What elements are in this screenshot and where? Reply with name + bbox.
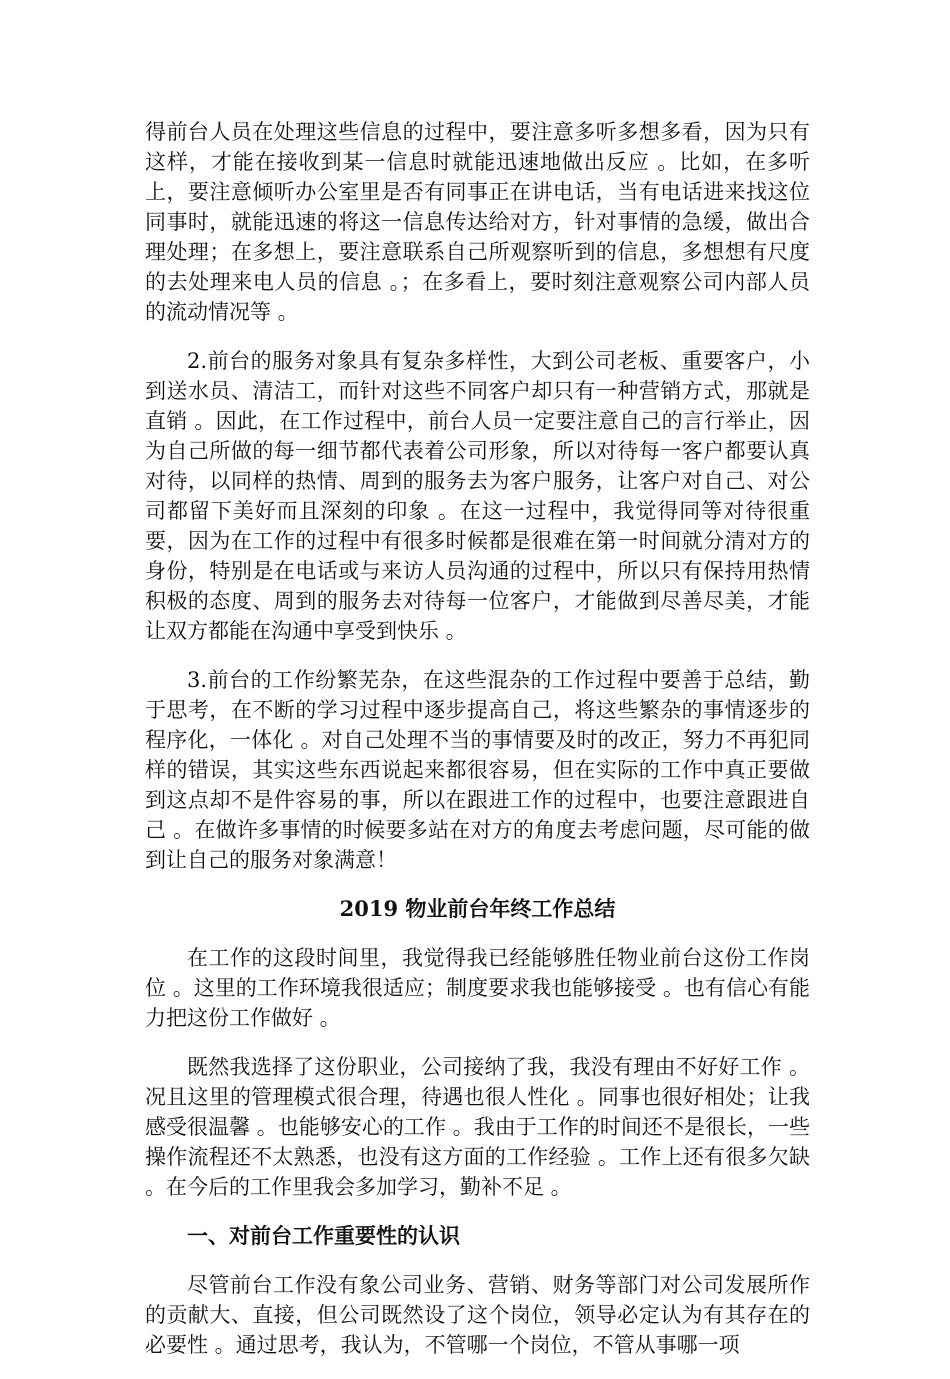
document-page	[145, 117, 810, 1379]
paragraph-choice: 既然我选择了这份职业，公司接纳了我，我没有理由不好好工作 。况且这里的管理模式很合理，待遇也很人性化 。同事也很好相处；让我感受很温馨 。也能够安心的工作 。我由于工作的时间还不是很长，一些操作流程还不太熟悉，也没有这方面的工作经验 。工作上还有很多欠缺 。在今后的工作里我会多加学习，勤补不足 。	[145, 1055, 810, 1199]
section-heading: 一、对前台工作重要性的认识	[187, 1223, 460, 1248]
paragraph-point-3: 3.前台的工作纷繁芜杂，在这些混杂的工作过程中要善于总结，勤于思考，在不断的学习过程中逐步提高自己，将这些繁杂的事情逐步的程序化，一体化 。对自己处理不当的事情要及时的改正，努力不再犯同样的错误，其实这些东西说起来都很容易，但在实际的工作中真正要做到这点却不是件容易的事，所以在跟进工作的过程中，也要注意跟进自己 。在做许多事情的时候要多站在对方的角度去考虑问题，尽可能的做到让自己的服务对象满意！	[145, 668, 810, 872]
document-title: 2019 物业前台年终工作总结	[339, 896, 616, 921]
paragraph-continued: 得前台人员在处理这些信息的过程中，要注意多听多想多看，因为只有这样，才能在接收到某一信息时就能迅速地做出反应 。比如，在多听上，要注意倾听办公室里是否有同事正在讲电话，当有电话进来找这位同事时，就能迅速的将这一信息传达给对方，针对事情的急缓，做出合理处理；在多想上，要注意联系自己所观察听到的信息，多想想有尺度的去处理来电人员的信息 。；在多看上，要时刻注意观察公司内部人员的流动情况等 。	[145, 120, 810, 324]
paragraph-importance: 尽管前台工作没有象公司业务、营销、财务等部门对公司发展所作的贡献大、直接，但公司既然设了这个岗位，领导必定认为有其存在的必要性 。通过思考，我认为，不管哪一个岗位，不管从事哪一项	[145, 1273, 810, 1357]
paragraph-intro: 在工作的这段时间里，我觉得我已经能够胜任物业前台这份工作岗位 。这里的工作环境我很适应；制度要求我也能够接受 。也有信心有能力把这份工作做好 。	[145, 946, 810, 1030]
paragraph-point-2: 2.前台的服务对象具有复杂多样性，大到公司老板、重要客户，小到送水员、清洁工，而针对这些不同客户却只有一种营销方式，那就是直销 。因此，在工作过程中，前台人员一定要注意自己的言行举止，因为自己所做的每一细节都代表着公司形象，所以对待每一客户都要认真对待，以同样的热情、周到的服务去为客户服务，让客户对自己、对公司都留下美好而且深刻的印象 。在这一过程中，我觉得同等对待很重要，因为在工作的过程中有很多时候都是很难在第一时间就分清对方的身份，特别是在电话或与来访人员沟通的过程中，所以只有保持用热情积极的态度、周到的服务去对待每一位客户，才能做到尽善尽美，才能让双方都能在沟通中享受到快乐 。	[145, 349, 810, 643]
